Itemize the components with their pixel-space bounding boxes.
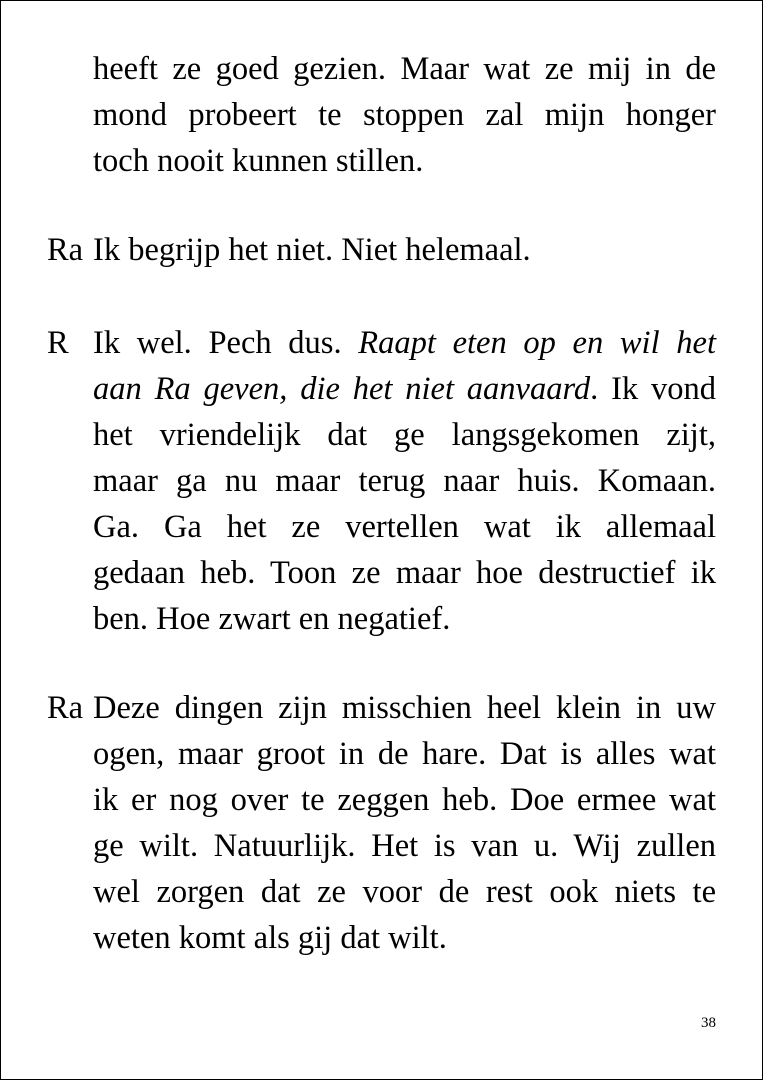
text-line <box>93 366 716 412</box>
stage-direction: aan Ra geven, die het niet aanvaard <box>93 371 591 407</box>
page-number: 38 <box>701 1015 716 1031</box>
speaker-label: Ra <box>47 690 84 726</box>
text-line: ogen, maar groot in de hare. Dat is alles wat <box>93 736 716 772</box>
text-line: het vriendelijk dat ge langsgekomen zijt, <box>93 417 716 453</box>
text-line: mond probeert te stoppen zal mijn honger <box>93 97 716 133</box>
text-line: toch nooit kunnen stillen. <box>93 143 424 179</box>
dialogue-text: . Ik vond <box>590 371 717 407</box>
text-line: wel zorgen dat ze voor de rest ook niets te <box>93 874 716 910</box>
text-line <box>93 320 716 366</box>
stage-direction: Raapt eten op en wil het <box>358 325 716 361</box>
text-line: gedaan heb. Toon ze maar hoe destructief ik <box>93 555 716 591</box>
text-line: ik er nog over te zeggen heb. Doe ermee wat <box>93 782 716 818</box>
text-line: Ga. Ga het ze vertellen wat ik allemaal <box>93 509 716 545</box>
speaker-label: Ra <box>47 232 84 268</box>
text-line: ben. Hoe zwart en negatief. <box>93 601 451 637</box>
text-line: maar ga nu maar terug naar huis. Komaan. <box>93 463 716 499</box>
text-line: Deze dingen zijn misschien heel klein in uw <box>93 690 716 726</box>
text-line: ge wilt. Natuurlijk. Het is van u. Wij zullen <box>93 828 716 864</box>
text-line: weten komt als gij dat wilt. <box>93 920 447 956</box>
dialogue-text: Ik wel. Pech dus. <box>93 325 359 361</box>
text-line: Ik begrijp het niet. Niet helemaal. <box>93 232 531 268</box>
text-line: heeft ze goed gezien. Maar wat ze mij in de <box>93 51 716 87</box>
speaker-label: R <box>47 325 69 361</box>
